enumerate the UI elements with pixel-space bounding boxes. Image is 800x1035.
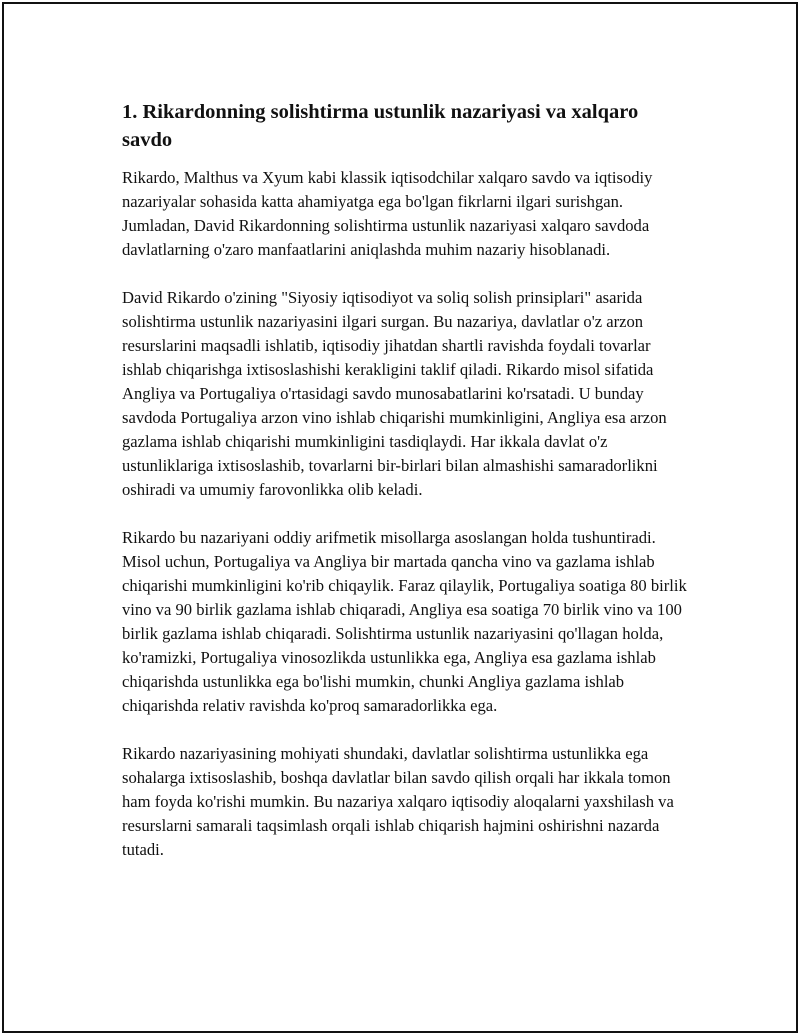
page-frame (2, 2, 798, 1033)
paragraph-3: Rikardo bu nazariyani oddiy arifmetik misollarga asoslangan holda tushuntiradi. Misol uchun, Portugaliya va Angliya bir martada qancha vino va gazlama ishlab chiqarishi mumkinligini ko'rib chiqaylik. Faraz qilaylik, Portugaliya soatiga 80 birlik vino va 90 birlik gazlama ishlab chiqaradi, Angliya esa soatiga 70 birlik vino va 100 birlik gazlama ishlab chiqaradi. Solishtirma ustunlik nazariyasini qo'llagan holda, ko'ramizki, Portugaliya vinosozlikda ustunlikka ega, Angliya esa gazlama ishlab chiqarishda ustunlikka ega bo'lishi mumkin, chunki Angliya gazlama ishlab chiqarishda relativ ravishda ko'proq samaradorlikka ega. (122, 528, 687, 715)
paragraph-2: David Rikardo o'zining "Siyosiy iqtisodiyot va soliq solish prinsiplari" asarida solishtirma ustunlik nazariyasini ilgari surgan. Bu nazariya, davlatlar o'z arzon resurslarini maqsadli ishlatib, iqtisodiy jihatdan shartli ravishda foydali tovarlar ishlab chiqarishga ixtisoslashishi kerakligini taklif qiladi. Rikardo misol sifatida Angliya va Portugaliya o'rtasidagi savdo munosabatlarini ko'rsatadi. U bunday savdoda Portugaliya arzon vino ishlab chiqarishi mumkinligini, Angliya esa arzon gazlama ishlab chiqarishi mumkinligini tasdiqlaydi. Har ikkala davlat o'z ustunliklariga ixtisoslashib, tovarlarni bir-birlari bilan almashishi samaradorlikni oshiradi va umumiy farovonlikka olib keladi. (122, 288, 667, 499)
document-title: 1. Rikardonning solishtirma ustunlik nazariyasi va xalqaro savdo (122, 101, 639, 151)
paragraph-1: Rikardo, Malthus va Xyum kabi klassik iqtisodchilar xalqaro savdo va iqtisodiy nazariyalar sohasida katta ahamiyatga ega bo'lgan fikrlarni ilgari surishgan. Jumladan, David Rikardonning solishtirma ustunlik nazariyasi xalqaro savdoda davlatlarning o'zaro manfaatlarini aniqlashda muhim nazariy hisoblanadi. (122, 168, 653, 259)
paragraph-4: Rikardo nazariyasining mohiyati shundaki, davlatlar solishtirma ustunlikka ega sohalarga ixtisoslashib, boshqa davlatlar bilan savdo qilish orqali har ikkala tomon ham foyda ko'rishi mumkin. Bu nazariya xalqaro iqtisodiy aloqalarni yaxshilash va resurslarni samarali taqsimlash orqali ishlab chiqarish hajmini oshirishni nazarda tutadi. (122, 744, 674, 859)
document-body (122, 98, 692, 886)
